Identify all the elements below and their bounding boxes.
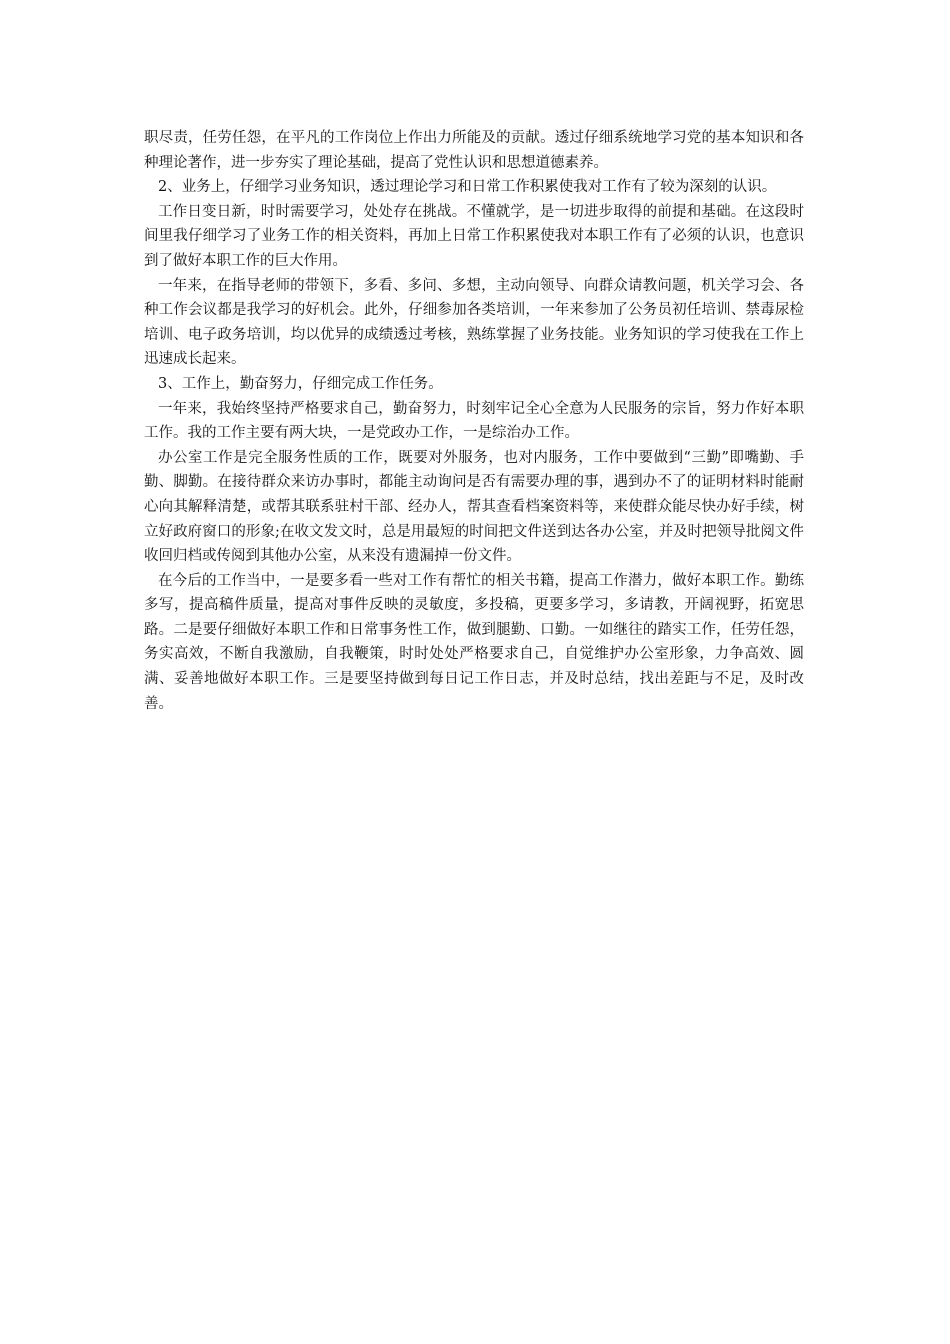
paragraph-1: 职尽责，任劳任怨，在平凡的工作岗位上作出力所能及的贡献。透过仔细系统地学习党的基本知识和各种理论著作，进一步夯实了理论基础，提高了党性认识和思想道德素养。 bbox=[144, 130, 804, 171]
paragraph-4: 一年来，在指导老师的带领下，多看、多问、多想，主动向领导、向群众请教问题，机关学习会、各种工作会议都是我学习的好机会。此外，仔细参加各类培训，一年来参加了公务员初任培训、禁毒尿检培训、电子政务培训，均以优异的成绩透过考核，熟练掌握了业务技能。业务知识的学习使我在工作上迅速成长起来。 bbox=[144, 277, 804, 368]
paragraph-6: 一年来，我始终坚持严格要求自己，勤奋努力，时刻牢记全心全意为人民服务的宗旨，努力作好本职工作。我的工作主要有两大块，一是党政办工作，一是综治办工作。 bbox=[144, 400, 804, 442]
paragraph-5: 3、工作上，勤奋努力，仔细完成工作任务。 bbox=[158, 375, 443, 392]
paragraph-8: 在今后的工作当中，一是要多看一些对工作有帮忙的相关书籍，提高工作潜力，做好本职工作。勤练多写，提高稿件质量，提高对事件反映的灵敏度，多投稿，更要多学习，多请教，开阔视野，拓宽思路。二是要仔细做好本职工作和日常事务性工作，做到腿勤、口勤。一如继往的踏实工作，任劳任怨，务实高效，不断自我激励，自我鞭策，时时处处严格要求自己，自觉维护办公室形象，力争高效、圆满、妥善地做好本职工作。三是要坚持做到每日记工作日志，并及时总结，找出差距与不足，及时改善。 bbox=[144, 572, 804, 712]
paragraph-7: 办公室工作是完全服务性质的工作，既要对外服务，也对内服务，工作中要做到“三勤”即嘴勤、手勤、脚勤。在接待群众来访办事时，都能主动询问是否有需要办理的事，遇到办不了的证明材料时能耐心向其解释清楚，或帮其联系驻村干部、经办人，帮其查看档案资料等，来使群众能尽快办好手续，树立好政府窗口的形象;在收文发文时，总是用最短的时间把文件送到达各办公室，并及时把领导批阅文件收回归档或传阅到其他办公室，从来没有遗漏掉一份文件。 bbox=[144, 449, 804, 565]
paragraph-2: 2、业务上，仔细学习业务知识，透过理论学习和日常工作积累使我对工作有了较为深刻的认识。 bbox=[158, 179, 777, 196]
paragraph-3: 工作日变日新，时时需要学习，处处存在挑战。不懂就学，是一切进步取得的前提和基础。在这段时间里我仔细学习了业务工作的相关资料，再加上日常工作积累使我对本职工作有了必须的认识，也意识到了做好本职工作的巨大作用。 bbox=[144, 203, 804, 269]
document-body bbox=[144, 126, 804, 716]
